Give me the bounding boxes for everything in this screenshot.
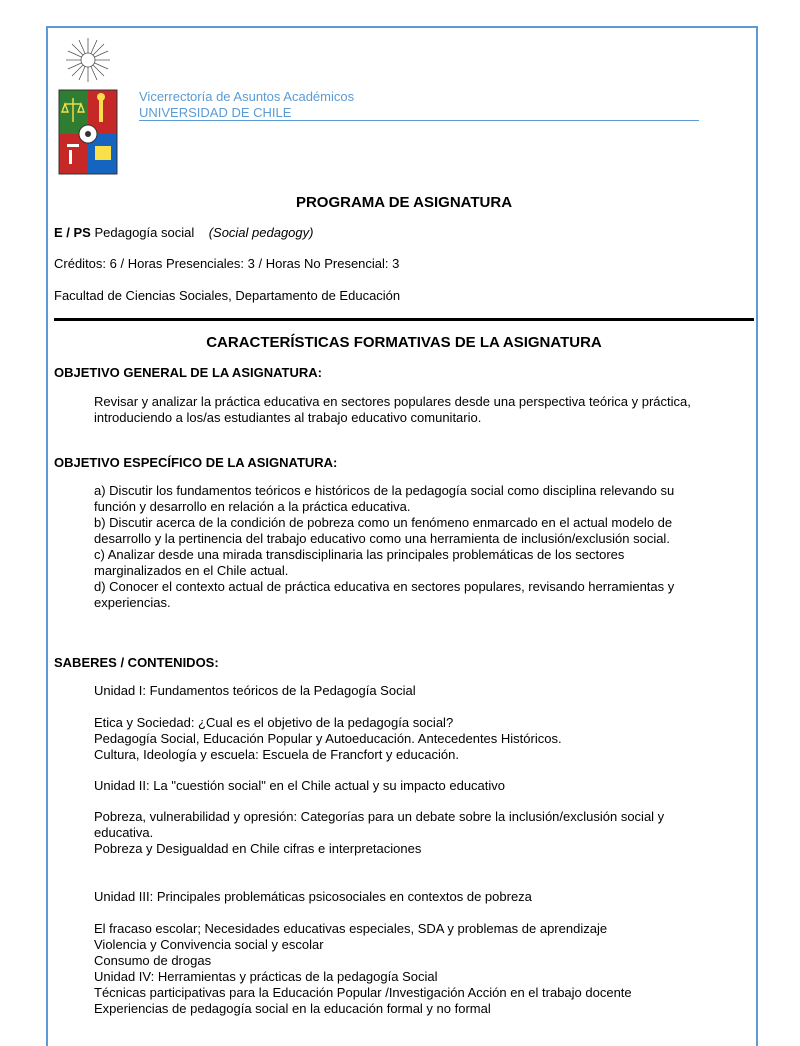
list-item: Pedagogía Social, Educación Popular y Autoeducación. Antecedentes Históricos.	[94, 731, 562, 746]
unit-1-list	[94, 715, 714, 763]
unit-3-title	[94, 889, 714, 905]
institution-line-1: Vicerrectoría de Asuntos Académicos	[139, 89, 355, 104]
specific-objective-heading: OBJETIVO ESPECÍFICO DE LA ASIGNATURA:	[54, 455, 338, 470]
characteristics-title: CARACTERÍSTICAS FORMATIVAS DE LA ASIGNATURA	[206, 334, 602, 351]
list-item: a) Discutir los fundamentos teóricos e históricos de la pedagogía social como disciplina relevando su función y desarrollo en relación a la práctica educativa.	[94, 483, 675, 514]
list-item: Técnicas participativas para la Educación Popular /Investigación Acción en el trabajo docente	[94, 985, 632, 1000]
list-item: Consumo de drogas	[94, 953, 212, 968]
contents-heading: SABERES / CONTENIDOS:	[54, 655, 219, 670]
list-item: Experiencias de pedagogía social en la educación formal y no formal	[94, 1001, 491, 1016]
list-item: Etica y Sociedad: ¿Cual es el objetivo de la pedagogía social?	[94, 715, 454, 730]
list-item: b) Discutir acerca de la condición de pobreza como un fenómeno enmarcado en el actual modelo de desarrollo y la pertinencia del trabajo educativo como una herramienta de inclusión/exclusión social.	[94, 515, 673, 546]
unit-2-list	[94, 809, 714, 857]
university-crest-icon	[57, 36, 119, 176]
header-divider	[139, 120, 699, 121]
specific-objective-list	[94, 483, 714, 611]
list-item: d) Conocer el contexto actual de práctica educativa en sectores populares, revisando herramientas y experiencias.	[94, 579, 675, 610]
credits-line: Créditos: 6 / Horas Presenciales: 3 / Horas No Presencial: 3	[54, 256, 400, 271]
list-item: Pobreza y Desigualdad en Chile cifras e interpretaciones	[94, 841, 422, 856]
unit-2-title	[94, 778, 714, 794]
section-divider	[54, 318, 754, 321]
list-item: Cultura, Ideología y escuela: Escuela de Francfort y educación.	[94, 747, 459, 762]
general-objective-heading: OBJETIVO GENERAL DE LA ASIGNATURA:	[54, 365, 322, 380]
unit-1-title	[94, 683, 714, 699]
unit-title: Unidad II: La "cuestión social" en el Chile actual y su impacto educativo	[94, 778, 506, 793]
general-objective-text	[94, 394, 714, 426]
unit-3-list	[94, 921, 714, 1017]
institution-name	[139, 89, 354, 121]
course-line	[54, 225, 313, 240]
institution-line-2: UNIVERSIDAD DE CHILE	[139, 105, 292, 120]
list-item: Unidad IV: Herramientas y prácticas de la pedagogía Social	[94, 969, 438, 984]
general-objective-paragraph: Revisar y analizar la práctica educativa en sectores populares desde una perspectiva teórica y práctica, introduciendo a los/as estudiantes al trabajo educativo comunitario.	[94, 394, 691, 425]
list-item: Violencia y Convivencia social y escolar	[94, 937, 324, 952]
program-title: PROGRAMA DE ASIGNATURA	[295, 194, 513, 211]
faculty-line: Facultad de Ciencias Sociales, Departamento de Educación	[54, 288, 401, 303]
course-code: E / PS	[54, 225, 91, 240]
course-name-english: (Social pedagogy)	[208, 225, 314, 240]
unit-title: Unidad III: Principales problemáticas psicosociales en contextos de pobreza	[94, 889, 532, 904]
list-item: c) Analizar desde una mirada transdisciplinaria las principales problemáticas de los sectores marginalizados en el Chile actual.	[94, 547, 625, 578]
list-item: El fracaso escolar; Necesidades educativas especiales, SDA y problemas de aprendizaje	[94, 921, 608, 936]
unit-title: Unidad I: Fundamentos teóricos de la Pedagogía Social	[94, 683, 416, 698]
list-item: Pobreza, vulnerabilidad y opresión: Categorías para un debate sobre la inclusión/exclusión social y educativa.	[94, 809, 665, 840]
course-name: Pedagogía social	[94, 225, 195, 240]
